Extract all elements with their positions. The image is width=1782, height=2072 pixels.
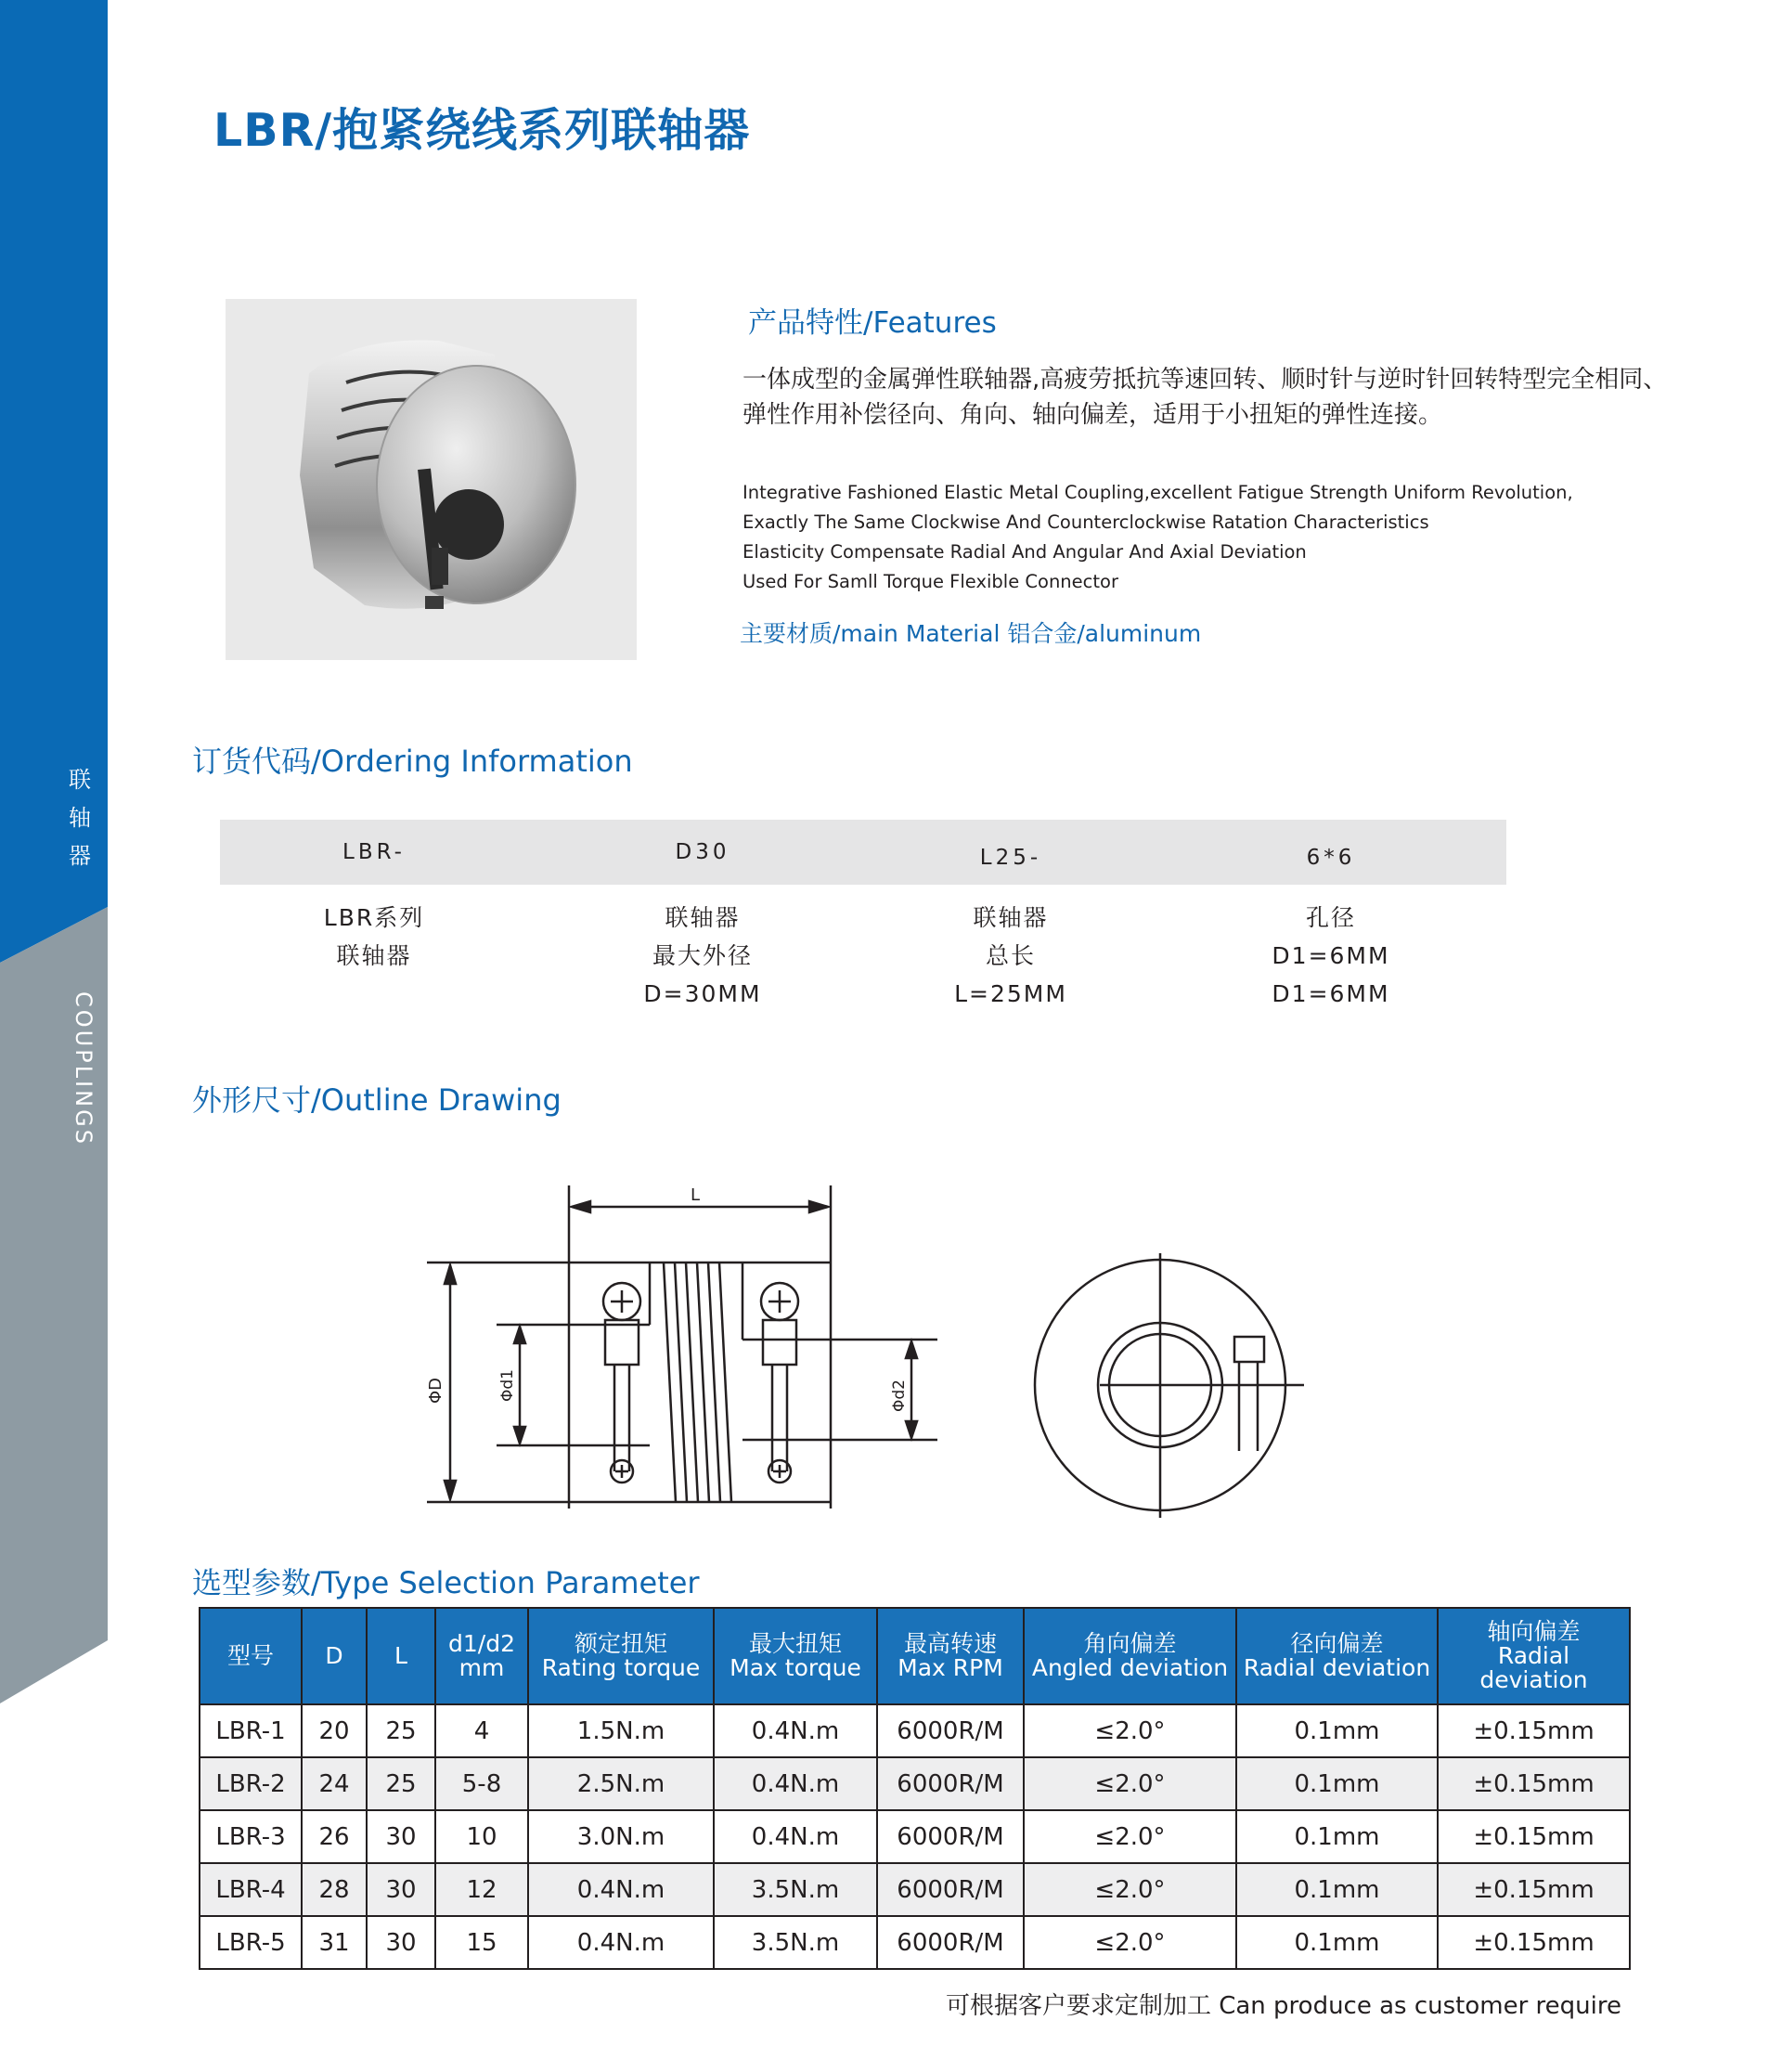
table-row: [200, 1704, 1630, 1757]
features-en-line: Exactly The Same Clockwise And Counterclockwise Ratation Characteristics: [742, 512, 1429, 533]
table-cell: 30: [367, 1916, 435, 1969]
table-cell: 2.5N.m: [528, 1757, 714, 1810]
table-cell: 15: [435, 1916, 528, 1969]
order-desc-line: D1=6MM: [1272, 980, 1390, 1007]
label-D: ΦD: [426, 1377, 446, 1404]
table-cell: 25: [367, 1704, 435, 1757]
table-cell: 3.0N.m: [528, 1810, 714, 1863]
table-cell: 0.4N.m: [714, 1757, 877, 1810]
ordering-heading: 订货代码/Ordering Information: [192, 744, 633, 779]
features-heading: 产品特性/Features: [748, 306, 997, 340]
table-cell: 5-8: [435, 1757, 528, 1810]
header-angular-deviation: 角向偏差 Angled deviation: [1024, 1608, 1236, 1704]
table-cell: 6000R/M: [877, 1810, 1024, 1863]
outline-heading: 外形尺寸/Outline Drawing: [192, 1082, 562, 1118]
header-axial-deviation: 轴向偏差 Radial deviation: [1438, 1608, 1630, 1704]
features-en-line: Integrative Fashioned Elastic Metal Coupling,excellent Fatigue Strength Uniform Revolution,: [742, 482, 1573, 503]
custom-footnote: 可根据客户要求定制加工 Can produce as customer require: [945, 1992, 1621, 2020]
table-cell: 3.5N.m: [714, 1863, 877, 1916]
product-photo: [226, 299, 637, 660]
order-code-bore: 6*6: [1306, 846, 1356, 870]
order-code-diameter: D30: [675, 840, 730, 864]
table-cell: 6000R/M: [877, 1704, 1024, 1757]
table-cell: 0.1mm: [1236, 1704, 1438, 1757]
order-desc-diameter: [643, 899, 761, 1013]
features-description-cn: 一体成型的金属弹性联轴器,高疲劳抵抗等速回转、顺时针与逆时针回转特型完全相同、弹性作用补偿径向、角向、轴向偏差，适用于小扭矩的弹性连接。: [742, 366, 1668, 429]
table-cell: 0.4N.m: [714, 1810, 877, 1863]
table-cell: 0.1mm: [1236, 1863, 1438, 1916]
table-cell: 12: [435, 1863, 528, 1916]
table-cell: ≤2.0°: [1024, 1810, 1236, 1863]
table-cell: 30: [367, 1863, 435, 1916]
features-description-en: [742, 478, 1573, 597]
side-band-blue: [0, 0, 108, 963]
order-code-length: L25-: [979, 846, 1042, 870]
table-cell: 4: [435, 1704, 528, 1757]
table-cell: 31: [302, 1916, 367, 1969]
order-desc-series: [324, 899, 424, 975]
order-desc-line: 孔径: [1305, 904, 1356, 931]
table-cell: 0.4N.m: [528, 1863, 714, 1916]
table-cell: 6000R/M: [877, 1916, 1024, 1969]
table-cell: 24: [302, 1757, 367, 1810]
table-cell: LBR-4: [200, 1863, 302, 1916]
outline-drawing: [399, 1174, 1309, 1527]
header-D: D: [302, 1608, 367, 1704]
order-desc-line: 最大外径: [652, 942, 753, 969]
table-cell: ±0.15mm: [1438, 1757, 1630, 1810]
selection-table: [199, 1607, 1631, 1970]
order-desc-length: [954, 899, 1067, 1013]
header-max-rpm: 最高转速 Max RPM: [877, 1608, 1024, 1704]
features-en-line: Used For Samll Torque Flexible Connector: [742, 571, 1118, 592]
table-row: [200, 1863, 1630, 1916]
order-desc-line: 联轴器: [336, 942, 412, 969]
features-en-line: Elasticity Compensate Radial And Angular And Axial Deviation: [742, 541, 1307, 563]
table-cell: 0.4N.m: [714, 1704, 877, 1757]
table-row: [200, 1916, 1630, 1969]
label-d1: Φd1: [498, 1369, 517, 1402]
table-cell: ≤2.0°: [1024, 1916, 1236, 1969]
order-desc-line: LBR系列: [323, 904, 425, 931]
table-cell: ±0.15mm: [1438, 1916, 1630, 1969]
table-cell: 0.1mm: [1236, 1916, 1438, 1969]
table-cell: 30: [367, 1810, 435, 1863]
table-cell: ±0.15mm: [1438, 1810, 1630, 1863]
table-cell: LBR-2: [200, 1757, 302, 1810]
table-header-row: [200, 1608, 1630, 1704]
order-desc-line: D=30MM: [643, 980, 762, 1007]
table-cell: LBR-5: [200, 1916, 302, 1969]
table-cell: 6000R/M: [877, 1757, 1024, 1810]
header-bore: d1/d2 mm: [435, 1608, 528, 1704]
main-material: 主要材质/main Material 铝合金/aluminum: [740, 620, 1202, 647]
table-cell: 10: [435, 1810, 528, 1863]
header-model: 型号: [200, 1608, 302, 1704]
header-max-torque: 最大扭矩 Max torque: [714, 1608, 877, 1704]
table-cell: LBR-1: [200, 1704, 302, 1757]
table-cell: 1.5N.m: [528, 1704, 714, 1757]
order-desc-bore: [1272, 899, 1389, 1013]
table-cell: 6000R/M: [877, 1863, 1024, 1916]
label-L: L: [691, 1185, 701, 1205]
order-desc-line: 联轴器: [665, 904, 741, 931]
table-cell: 0.1mm: [1236, 1810, 1438, 1863]
order-desc-line: 联轴器: [973, 904, 1049, 931]
order-desc-line: 总长: [985, 942, 1037, 969]
side-label-couplings-cn: 联 轴 器: [69, 767, 91, 869]
table-row: [200, 1757, 1630, 1810]
table-cell: ≤2.0°: [1024, 1757, 1236, 1810]
table-cell: 26: [302, 1810, 367, 1863]
header-radial-deviation: 径向偏差 Radial deviation: [1236, 1608, 1438, 1704]
table-row: [200, 1810, 1630, 1863]
page-title: LBR/抱紧绕线系列联轴器: [213, 104, 751, 157]
header-L: L: [367, 1608, 435, 1704]
table-cell: ±0.15mm: [1438, 1863, 1630, 1916]
table-cell: LBR-3: [200, 1810, 302, 1863]
table-cell: ±0.15mm: [1438, 1704, 1630, 1757]
side-label-couplings-en: COUPLINGS: [71, 991, 97, 1146]
table-cell: 20: [302, 1704, 367, 1757]
table-cell: ≤2.0°: [1024, 1704, 1236, 1757]
order-code-series: LBR-: [342, 840, 406, 864]
table-cell: 3.5N.m: [714, 1916, 877, 1969]
label-d2: Φd2: [890, 1379, 909, 1412]
table-cell: 28: [302, 1863, 367, 1916]
order-desc-line: D1=6MM: [1272, 942, 1390, 969]
table-cell: 0.4N.m: [528, 1916, 714, 1969]
header-rating-torque: 额定扭矩 Rating torque: [528, 1608, 714, 1704]
order-desc-line: L=25MM: [954, 980, 1067, 1007]
table-cell: 25: [367, 1757, 435, 1810]
table-cell: ≤2.0°: [1024, 1863, 1236, 1916]
selection-heading: 选型参数/Type Selection Parameter: [192, 1565, 700, 1600]
table-cell: 0.1mm: [1236, 1757, 1438, 1810]
